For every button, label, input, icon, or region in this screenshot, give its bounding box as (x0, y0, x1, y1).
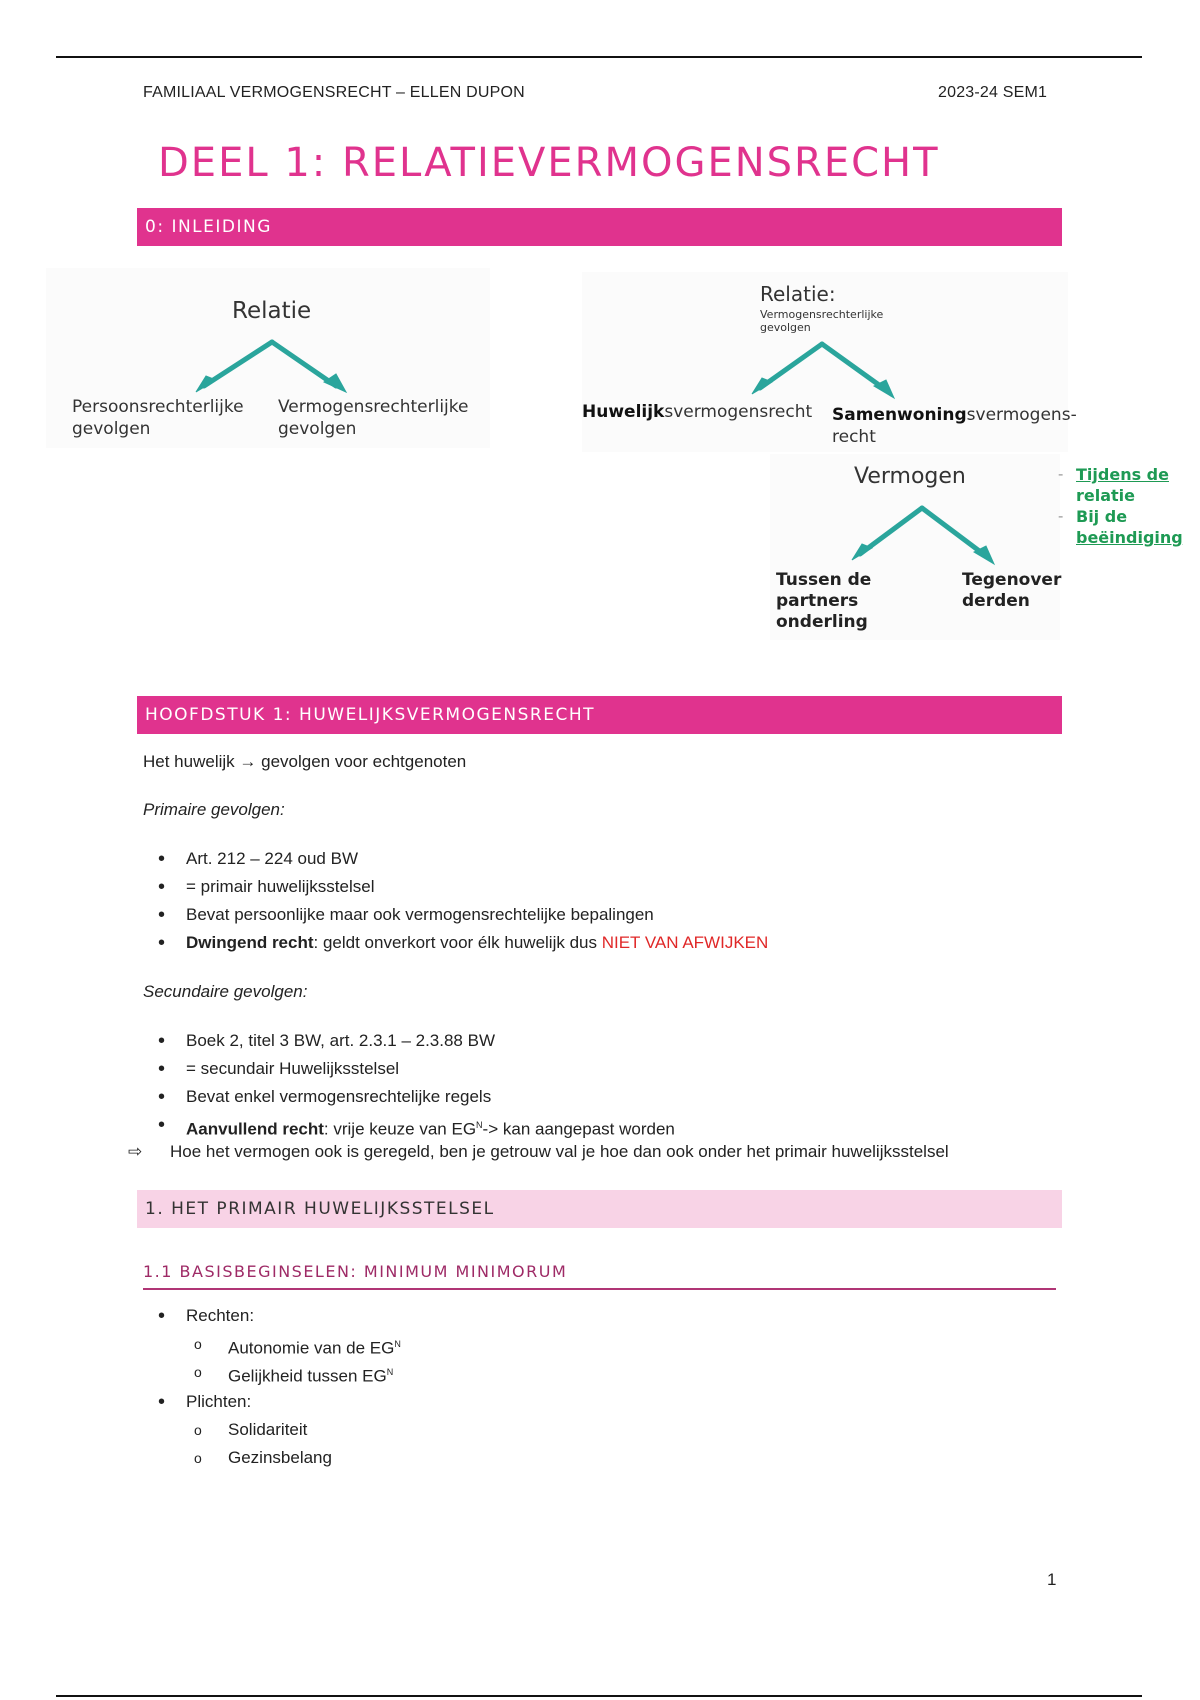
right-rest: svermogens- (966, 405, 1077, 425)
secundaire-list (158, 1027, 675, 1139)
diagram-vermogen (770, 454, 1060, 640)
right-label-line2: gevolgen (278, 419, 357, 439)
left-line2: partners (776, 591, 859, 611)
list-item: • = primair huwelijksstelsel (158, 873, 768, 901)
right-line2: recht (832, 427, 876, 447)
secundaire-heading: Secundaire gevolgen: (143, 982, 308, 1001)
note2-line1: Bij de (1076, 507, 1128, 526)
dash: - (1058, 466, 1064, 483)
note2-line2: beëindiging (1076, 528, 1183, 547)
diagram2-right-label (832, 404, 1077, 448)
item-text: : geldt onverkort voor élk huwelijk dus (313, 933, 602, 952)
conclusion-text: Hoe het vermogen ook is geregeld, ben je getrouw val je hoe dan ook onder het primair huwelijksstelsel (170, 1142, 949, 1161)
superscript: N (394, 1339, 401, 1349)
diagram3-left-label (776, 570, 871, 633)
item-text: Autonomie van de EG (228, 1338, 395, 1358)
side-note-2 (1058, 506, 1183, 548)
diagram-right-label (278, 396, 468, 440)
left-rest: svermogensrecht (664, 402, 813, 422)
diagram2-left-label (582, 402, 812, 422)
list-item: • Bevat enkel vermogensrechtelijke regels (158, 1083, 675, 1111)
left-bold: Huwelijk (582, 402, 665, 422)
sub-list-item (158, 1330, 401, 1358)
bottom-rule (56, 1695, 1142, 1697)
intro-line (143, 752, 466, 772)
item-text: -> kan aangepast worden (482, 1119, 675, 1139)
arrow-icon: → (239, 752, 257, 771)
sub-list-item: o Solidariteit (158, 1416, 401, 1444)
chapter-bar: HOOFDSTUK 1: HUWELIJKSVERMOGENSRECHT (137, 696, 1062, 734)
intro-before: Het huwelijk (143, 752, 235, 771)
bold-term: Dwingend recht (186, 933, 314, 952)
diagram-relatie-vermogens (582, 272, 1077, 452)
dash: - (1058, 508, 1064, 525)
root-sub-line2: gevolgen (760, 321, 811, 334)
intro-after: gevolgen voor echtgenoten (261, 752, 467, 771)
header-right: 2023-24 SEM1 (938, 84, 1048, 101)
subsection-underline (143, 1288, 1056, 1290)
list-item: • Bevat persoonlijke maar ook vermogensrechtelijke bepalingen (158, 901, 768, 929)
section-bar-inleiding: 0: INLEIDING (137, 208, 1062, 246)
right-bold: Samenwoning (832, 405, 967, 425)
list-item: • Boek 2, titel 3 BW, art. 2.3.1 – 2.3.88 BW (158, 1027, 675, 1055)
right-line2: derden (962, 591, 1030, 611)
left-label-line2: gevolgen (72, 419, 151, 439)
diagram3-right-label (962, 570, 1061, 612)
bold-term: Aanvullend recht (186, 1119, 324, 1139)
superscript: N (476, 1120, 483, 1130)
left-line1: Tussen de (776, 570, 872, 590)
note1-line2: relatie (1076, 486, 1136, 505)
list-item (158, 929, 768, 957)
left-label-line1: Persoonsrechterlijke (72, 397, 244, 417)
sub-list-item (158, 1358, 401, 1386)
list-item (158, 1111, 675, 1139)
header-left: FAMILIAAL VERMOGENSRECHT – ELLEN DUPON (143, 84, 525, 101)
note1-line1: Tijdens de (1076, 465, 1169, 484)
sub-list-item: o Gezinsbelang (158, 1444, 401, 1472)
section-bar-primair: 1. HET PRIMAIR HUWELIJKSSTELSEL (137, 1190, 1062, 1228)
page-number: 1 (1047, 1570, 1057, 1589)
conclusion-line (128, 1142, 949, 1162)
primaire-list (158, 845, 768, 957)
left-line3: onderling (776, 612, 868, 632)
diagram2-root-label: Relatie: (760, 282, 836, 306)
diagram-left-label (72, 396, 244, 440)
diagram-relatie (46, 268, 490, 448)
list-item: • = secundair Huwelijksstelsel (158, 1055, 675, 1083)
primaire-heading: Primaire gevolgen: (143, 800, 285, 819)
top-rule (56, 56, 1142, 58)
root-sub-line1: Vermogensrechterlijke (760, 308, 884, 321)
page-title: DEEL 1: RELATIEVERMOGENSRECHT (158, 140, 940, 186)
superscript: N (386, 1367, 394, 1377)
list-item: • Art. 212 – 224 oud BW (158, 845, 768, 873)
list-item-rechten: • Rechten: (158, 1302, 401, 1330)
right-label-line1: Vermogensrechterlijke (278, 397, 469, 417)
right-line1: Tegenover (962, 570, 1062, 590)
side-note-1 (1058, 464, 1183, 506)
diagram3-root-label: Vermogen (854, 464, 966, 489)
list-item-plichten: • Plichten: (158, 1388, 401, 1416)
basis-list (158, 1302, 401, 1472)
subsection-heading: 1.1 BASISBEGINSELEN: MINIMUM MINIMORUM (143, 1262, 568, 1281)
item-text: Gelijkheid tussen EG (228, 1366, 387, 1386)
warning-text: NIET VAN AFWIJKEN (601, 933, 769, 952)
item-text: : vrije keuze van EG (323, 1119, 477, 1139)
diagram-root-label: Relatie (232, 298, 312, 324)
side-notes (1058, 464, 1183, 548)
double-arrow-icon: ⇨ (128, 1142, 143, 1161)
